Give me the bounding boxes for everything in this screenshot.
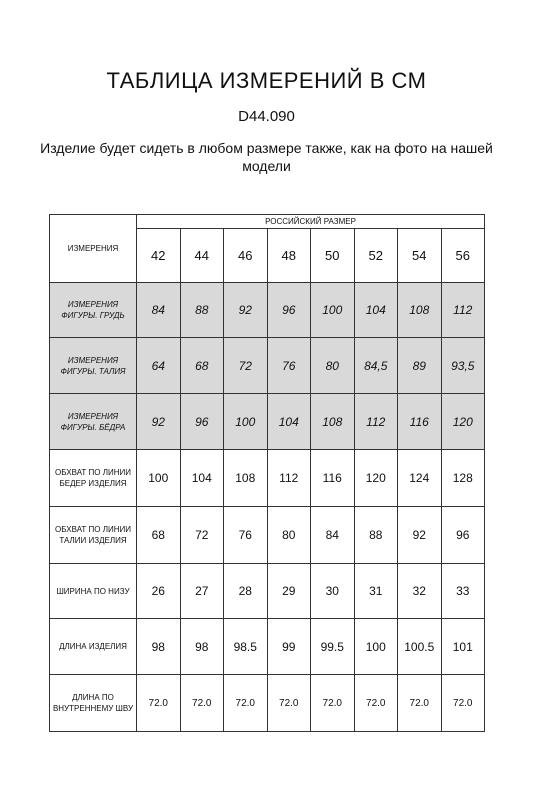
table-cell: 27 <box>180 564 224 619</box>
size-header-50: 50 <box>311 229 355 283</box>
table-cell: 30 <box>311 564 355 619</box>
table-cell: 72.0 <box>137 675 181 732</box>
table-cell: 88 <box>180 283 224 338</box>
size-header-56: 56 <box>441 229 485 283</box>
row-label: ИЗМЕРЕНИЯ ФИГУРЫ. ТАЛИЯ <box>50 338 137 394</box>
table-cell: 26 <box>137 564 181 619</box>
row-label: ДЛИНА ИЗДЕЛИЯ <box>50 619 137 675</box>
row-label: ОБХВАТ ПО ЛИНИИ БЕДЕР ИЗДЕЛИЯ <box>50 450 137 507</box>
table-cell: 92 <box>398 507 442 564</box>
table-cell: 72.0 <box>311 675 355 732</box>
table-cell: 72.0 <box>224 675 268 732</box>
table-cell: 80 <box>311 338 355 394</box>
table-cell: 84 <box>311 507 355 564</box>
size-header-52: 52 <box>354 229 398 283</box>
table-cell: 108 <box>311 394 355 450</box>
row-label: ОБХВАТ ПО ЛИНИИ ТАЛИИ ИЗДЕЛИЯ <box>50 507 137 564</box>
table-cell: 29 <box>267 564 311 619</box>
table-cell: 28 <box>224 564 268 619</box>
table-cell: 72.0 <box>267 675 311 732</box>
size-header-44: 44 <box>180 229 224 283</box>
table-row <box>50 283 485 338</box>
table-cell: 112 <box>354 394 398 450</box>
table-cell: 96 <box>180 394 224 450</box>
table-cell: 64 <box>137 338 181 394</box>
table-cell: 84 <box>137 283 181 338</box>
table-cell: 96 <box>441 507 485 564</box>
table-cell: 98 <box>137 619 181 675</box>
row-label: ШИРИНА ПО НИЗУ <box>50 564 137 619</box>
table-cell: 33 <box>441 564 485 619</box>
table-cell: 68 <box>180 338 224 394</box>
corner-label: ИЗМЕРЕНИЯ <box>50 215 137 283</box>
table-cell: 84,5 <box>354 338 398 394</box>
table-row <box>50 507 485 564</box>
table-cell: 104 <box>354 283 398 338</box>
page-title: ТАБЛИЦА ИЗМЕРЕНИЙ В СМ <box>106 68 427 93</box>
table-cell: 98.5 <box>224 619 268 675</box>
table-cell: 108 <box>224 450 268 507</box>
fit-note: Изделие будет сидеть в любом размере также, как на фото на нашей модели <box>40 140 493 174</box>
table-cell: 104 <box>267 394 311 450</box>
table-cell: 100 <box>354 619 398 675</box>
table-row <box>50 338 485 394</box>
table-cell: 93,5 <box>441 338 485 394</box>
size-group-label: РОССИЙСКИЙ РАЗМЕР <box>137 215 485 229</box>
row-label: ИЗМЕРЕНИЯ ФИГУРЫ. ГРУДЬ <box>50 283 137 338</box>
table-row <box>50 564 485 619</box>
table-cell: 100 <box>311 283 355 338</box>
table-cell: 116 <box>398 394 442 450</box>
table-row <box>50 619 485 675</box>
table-cell: 96 <box>267 283 311 338</box>
table-cell: 124 <box>398 450 442 507</box>
table-cell: 120 <box>354 450 398 507</box>
table-cell: 92 <box>224 283 268 338</box>
table-cell: 104 <box>180 450 224 507</box>
table-cell: 98 <box>180 619 224 675</box>
table-cell: 128 <box>441 450 485 507</box>
table-cell: 72.0 <box>180 675 224 732</box>
table-cell: 100.5 <box>398 619 442 675</box>
table-cell: 92 <box>137 394 181 450</box>
table-cell: 112 <box>441 283 485 338</box>
table-cell: 68 <box>137 507 181 564</box>
table-cell: 72.0 <box>441 675 485 732</box>
table-cell: 116 <box>311 450 355 507</box>
size-header-54: 54 <box>398 229 442 283</box>
row-label: ИЗМЕРЕНИЯ ФИГУРЫ. БЁДРА <box>50 394 137 450</box>
table-cell: 100 <box>224 394 268 450</box>
table-cell: 72.0 <box>354 675 398 732</box>
table-cell: 72.0 <box>398 675 442 732</box>
size-table <box>49 214 485 732</box>
table-cell: 112 <box>267 450 311 507</box>
table-cell: 72 <box>180 507 224 564</box>
table-cell: 89 <box>398 338 442 394</box>
table-cell: 76 <box>224 507 268 564</box>
size-header-46: 46 <box>224 229 268 283</box>
table-cell: 31 <box>354 564 398 619</box>
size-header-48: 48 <box>267 229 311 283</box>
table-cell: 76 <box>267 338 311 394</box>
table-cell: 32 <box>398 564 442 619</box>
table-cell: 99.5 <box>311 619 355 675</box>
table-cell: 88 <box>354 507 398 564</box>
table-row <box>50 450 485 507</box>
table-cell: 101 <box>441 619 485 675</box>
size-header-42: 42 <box>137 229 181 283</box>
table-cell: 100 <box>137 450 181 507</box>
table-row <box>50 394 485 450</box>
table-cell: 120 <box>441 394 485 450</box>
product-code: D44.090 <box>238 108 295 125</box>
table-cell: 72 <box>224 338 268 394</box>
table-cell: 99 <box>267 619 311 675</box>
table-cell: 80 <box>267 507 311 564</box>
table-cell: 108 <box>398 283 442 338</box>
row-label: ДЛИНА ПО ВНУТРЕННЕМУ ШВУ <box>50 675 137 732</box>
table-row <box>50 675 485 732</box>
